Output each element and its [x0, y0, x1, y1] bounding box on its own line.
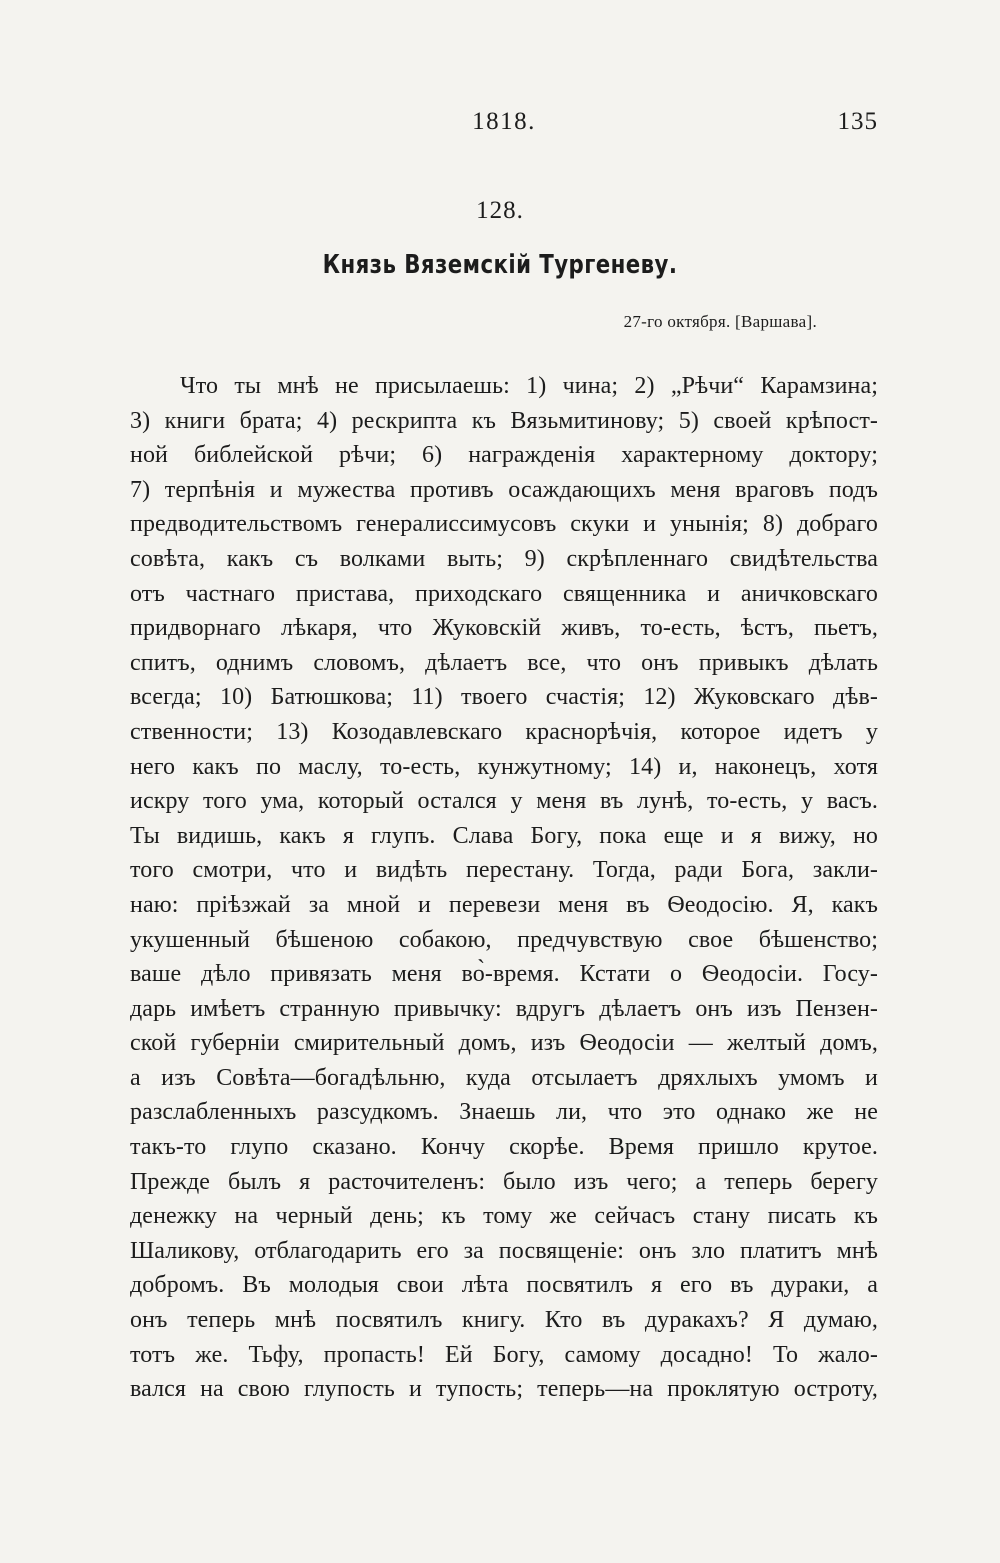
body-line: такъ-то глупо сказано. Кончу скорѣе. Время пришло крутое. — [130, 1134, 878, 1161]
body-line: ваше дѣло привязать меня во̀-время. Кстати о Ѳеодосіи. Госу- — [130, 961, 878, 988]
body-line: него какъ по маслу, то-есть, кунжутному; 14) и, наконецъ, хотя — [130, 753, 878, 780]
body-line: добромъ. Въ молодыя свои лѣта посвятилъ я его въ дураки, а — [130, 1272, 878, 1299]
letter-date: 27-го октября. [Варшава]. — [623, 312, 817, 331]
body-line: Ты видишь, какъ я глупъ. Слава Богу, пока еще и я вижу, но — [130, 822, 878, 849]
body-line: вался на свою глупость и тупость; теперь—на проклятую остроту, — [130, 1376, 878, 1403]
letter-title: Князь Вяземскій Тургеневу. — [322, 250, 678, 280]
letter-number: 128. — [476, 197, 524, 224]
page-number: 135 — [837, 108, 878, 135]
body-line: ственности; 13) Козодавлевскаго краснорѣчія, которое идетъ у — [130, 718, 878, 745]
body-line: наю: пріѣзжай за мной и перевези меня въ Ѳеодосію. Я, какъ — [130, 891, 878, 918]
body-line: дарь имѣетъ странную привычку: вдругъ дѣлаетъ онъ изъ Пензен- — [130, 995, 878, 1022]
body-line: онъ теперь мнѣ посвятилъ книгу. Кто въ дуракахъ? Я думаю, — [130, 1307, 878, 1334]
body-line: 3) книги брата; 4) рескрипта къ Вязьмитинову; 5) своей крѣпост- — [130, 407, 878, 434]
body-line: придворнаго лѣкаря, что Жуковскій живъ, то-есть, ѣстъ, пьетъ, — [130, 615, 878, 642]
body-line: Прежде былъ я расточителенъ: было изъ чего; а теперь берегу — [130, 1168, 878, 1195]
body-line: ной библейской рѣчи; 6) награжденія характерному доктору; — [130, 442, 878, 469]
letter-body — [130, 369, 878, 1407]
body-line: укушенный бѣшеною собакою, предчувствую свое бѣшенство; — [130, 926, 878, 953]
body-line: того смотри, что и видѣть перестану. Тогда, ради Бога, закли- — [130, 857, 878, 884]
body-line: спитъ, однимъ словомъ, дѣлаетъ все, что онъ привыкъ дѣлать — [130, 649, 878, 676]
running-head — [130, 108, 878, 148]
body-line: Шаликову, отблагодарить его за посвященіе: онъ зло платитъ мнѣ — [130, 1237, 878, 1264]
body-line: ской губерніи смирительный домъ, изъ Ѳеодосіи — желтый домъ, — [130, 1030, 878, 1057]
body-line: всегда; 10) Батюшкова; 11) твоего счастія; 12) Жуковскаго дѣв- — [130, 684, 878, 711]
body-line: предводительствомъ генералиссимусовъ скуки и унынія; 8) добраго — [130, 511, 878, 538]
body-line: разслабленныхъ разсудкомъ. Знаешь ли, что это однако же не — [130, 1099, 878, 1126]
body-line: а изъ Совѣта—богадѣльню, куда отсылаетъ дряхлыхъ умомъ и — [130, 1064, 878, 1091]
body-line: отъ частнаго пристава, приходскаго священника и аничковскаго — [130, 580, 878, 607]
body-line: тотъ же. Тьфу, пропасть! Ей Богу, самому досадно! То жало- — [130, 1341, 878, 1368]
body-line: совѣта, какъ съ волками выть; 9) скрѣпленнаго свидѣтельства — [130, 545, 878, 572]
body-line: 7) терпѣнія и мужества противъ осаждающихъ меня враговъ подъ — [130, 476, 878, 503]
body-line: Что ты мнѣ не присылаешь: 1) чина; 2) „Рѣчи“ Карамзина; — [180, 373, 878, 399]
body-line: денежку на черный день; къ тому же сейчасъ стану писать къ — [130, 1203, 878, 1230]
body-line: искру того ума, который остался у меня въ лунѣ, то-есть, у васъ. — [130, 788, 878, 815]
running-head-year: 1818. — [472, 108, 536, 135]
